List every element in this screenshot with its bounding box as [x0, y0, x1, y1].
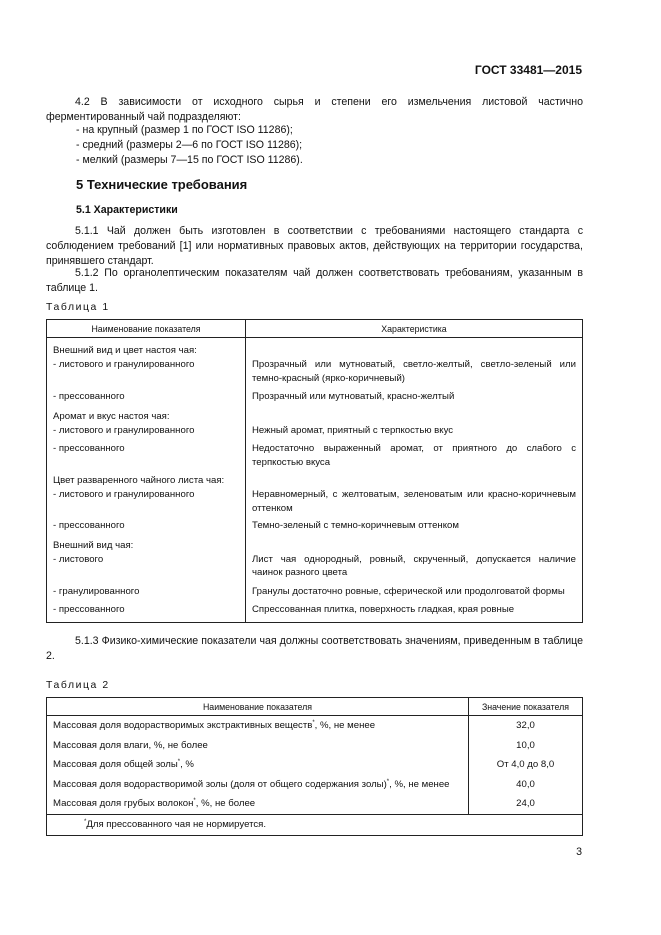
table-header-row	[47, 320, 583, 338]
indicator-value-cell: 24,0	[516, 798, 535, 810]
characteristic-cell	[246, 539, 583, 553]
document-id: ГОСТ 33481—2015	[474, 63, 582, 77]
indicator-name-cell: - прессованного	[47, 442, 246, 474]
characteristic-cell: Недостаточно выраженный аромат, от приятного до слабого с терпкостью вкуса	[252, 443, 576, 468]
indicator-name: Массовая доля грубых волокон	[53, 798, 194, 810]
indicator-name: Массовая доля водорастворимой золы (доля от общего содержания золы)	[53, 778, 387, 790]
indicator-name-cell: - листового	[47, 553, 246, 585]
indicator-name-cell: - прессованного	[47, 390, 246, 410]
characteristic-cell: Неравномерный, с желтоватым, зеленоватым или красно-коричневым оттенком	[252, 489, 576, 514]
table-row	[47, 603, 583, 622]
indicator-unit: , %, не менее	[389, 778, 450, 790]
table-row	[47, 410, 583, 424]
indicator-name: Массовая доля общей золы	[53, 759, 178, 771]
characteristic-cell: Темно-зеленый с темно-коричневым оттенком	[252, 520, 459, 531]
page-number: 3	[576, 846, 582, 858]
indicator-unit: , %, не менее	[314, 720, 376, 732]
table-row	[47, 488, 583, 519]
column-header: Наименование показателя	[47, 698, 469, 716]
indicator-value-cell: 10,0	[516, 739, 535, 751]
list-item: - на крупный (размер 1 по ГОСТ ISO 11286);	[76, 124, 293, 136]
table-2	[46, 697, 583, 836]
indicator-unit: , %	[180, 759, 194, 771]
footnote-marker: *	[84, 819, 87, 825]
footnote-marker: *	[193, 798, 196, 805]
indicator-name-cell: - листового и гранулированного	[47, 488, 246, 519]
indicator-name-cell: - прессованного	[47, 603, 246, 622]
table-row	[47, 553, 583, 585]
paragraph-4-2: 4.2 В зависимости от исходного сырья и степени его измельчения листовой частично ферментированный чай подразделяют:	[46, 96, 583, 123]
indicator-name-cell: - гранулированного	[47, 585, 246, 604]
table-row	[47, 519, 583, 539]
section-title: 5 Технические требования	[76, 177, 248, 192]
footnote-marker: *	[177, 759, 181, 766]
table-row	[47, 794, 583, 814]
indicator-name-cell	[47, 775, 469, 795]
characteristic-cell	[246, 410, 583, 424]
characteristic-cell	[246, 338, 583, 359]
indicator-name-cell	[47, 755, 469, 775]
paragraph-5-1-2: 5.1.2 По органолептическим показателям чай должен соответствовать требованиям, указанным в таблице 1.	[46, 267, 583, 294]
indicator-value-cell: 40,0	[516, 778, 535, 790]
indicator-name-cell: Аромат и вкус настоя чая:	[47, 410, 246, 424]
table-row	[47, 358, 583, 390]
characteristic-cell: Гранулы достаточно ровные, сферической или продолговатой формы	[252, 585, 565, 597]
column-header: Наименование показателя	[47, 320, 246, 338]
indicator-name-cell	[47, 716, 469, 736]
table-row	[47, 338, 583, 359]
indicator-name: Массовая доля водорастворимых экстрактивных веществ	[53, 720, 313, 732]
table-1	[46, 319, 583, 623]
list-item: - мелкий (размеры 7—15 по ГОСТ ISO 11286).	[76, 154, 303, 166]
indicator-name-cell: - листового и гранулированного	[47, 358, 246, 390]
paragraph-5-1-1: 5.1.1 Чай должен быть изготовлен в соответствии с требованиями настоящего стандарта с соблюдением требований [1] или нормативных правовых актов, действующих на территории государства, принявшего стандарт.	[46, 225, 583, 267]
indicator-name-cell	[47, 794, 469, 814]
characteristic-cell: Лист чая однородный, ровный, скрученный, допускается наличие чаинок разного цвета	[252, 553, 576, 578]
column-header: Характеристика	[246, 320, 583, 338]
table-row	[47, 736, 583, 756]
table-row	[47, 442, 583, 474]
table-row	[47, 755, 583, 775]
characteristic-cell: Нежный аромат, приятный с терпкостью вкус	[252, 424, 454, 436]
indicator-name-cell: Внешний вид и цвет настоя чая:	[47, 338, 246, 359]
column-header: Значение показателя	[469, 698, 583, 716]
table-row	[47, 390, 583, 410]
indicator-value-cell: От 4,0 до 8,0	[496, 759, 555, 771]
indicator-value-cell: 32,0	[516, 720, 535, 732]
table-body	[47, 716, 583, 836]
indicator-name-cell: - листового и гранулированного	[47, 424, 246, 443]
table-row	[47, 775, 583, 795]
paragraph-5-1-3: 5.1.3 Физико-химические показатели чая должны соответствовать значениям, приведенным в таблице 2.	[46, 635, 583, 662]
indicator-name-cell: Внешний вид чая:	[47, 539, 246, 553]
indicator-name-cell: Цвет разваренного чайного листа чая:	[47, 474, 246, 488]
footnote-marker: *	[312, 720, 315, 727]
characteristic-cell: Прозрачный или мутноватый, красно-желтый	[252, 391, 455, 402]
table1-caption: Таблица 1	[46, 302, 110, 313]
indicator-unit: , %, не более	[195, 798, 256, 810]
table-row	[47, 716, 583, 736]
table-body	[47, 338, 583, 623]
characteristic-cell	[246, 474, 583, 488]
table-row	[47, 424, 583, 443]
table-row	[47, 585, 583, 604]
table-header-row	[47, 698, 583, 716]
indicator-name-cell	[47, 736, 469, 756]
table-row	[47, 539, 583, 553]
footnote-marker: *	[386, 778, 390, 785]
subsection-title: 5.1 Характеристики	[76, 204, 178, 216]
list-item: - средний (размеры 2—6 по ГОСТ ISO 11286);	[76, 139, 303, 151]
indicator-name: Массовая доля влаги, %, не более	[53, 739, 208, 751]
characteristic-cell: Спрессованная плитка, поверхность гладкая, края ровные	[252, 604, 515, 615]
footnote-text: Для прессованного чая не нормируется.	[86, 819, 267, 830]
table2-caption: Таблица 2	[46, 680, 110, 691]
indicator-name-cell: - прессованного	[47, 519, 246, 539]
characteristic-cell: Прозрачный или мутноватый, светло-желтый, светло-зеленый или темно-красный (ярко-коричневый)	[252, 359, 576, 384]
footnote-row	[47, 814, 583, 835]
table-footnote	[47, 814, 583, 835]
table-row	[47, 474, 583, 488]
